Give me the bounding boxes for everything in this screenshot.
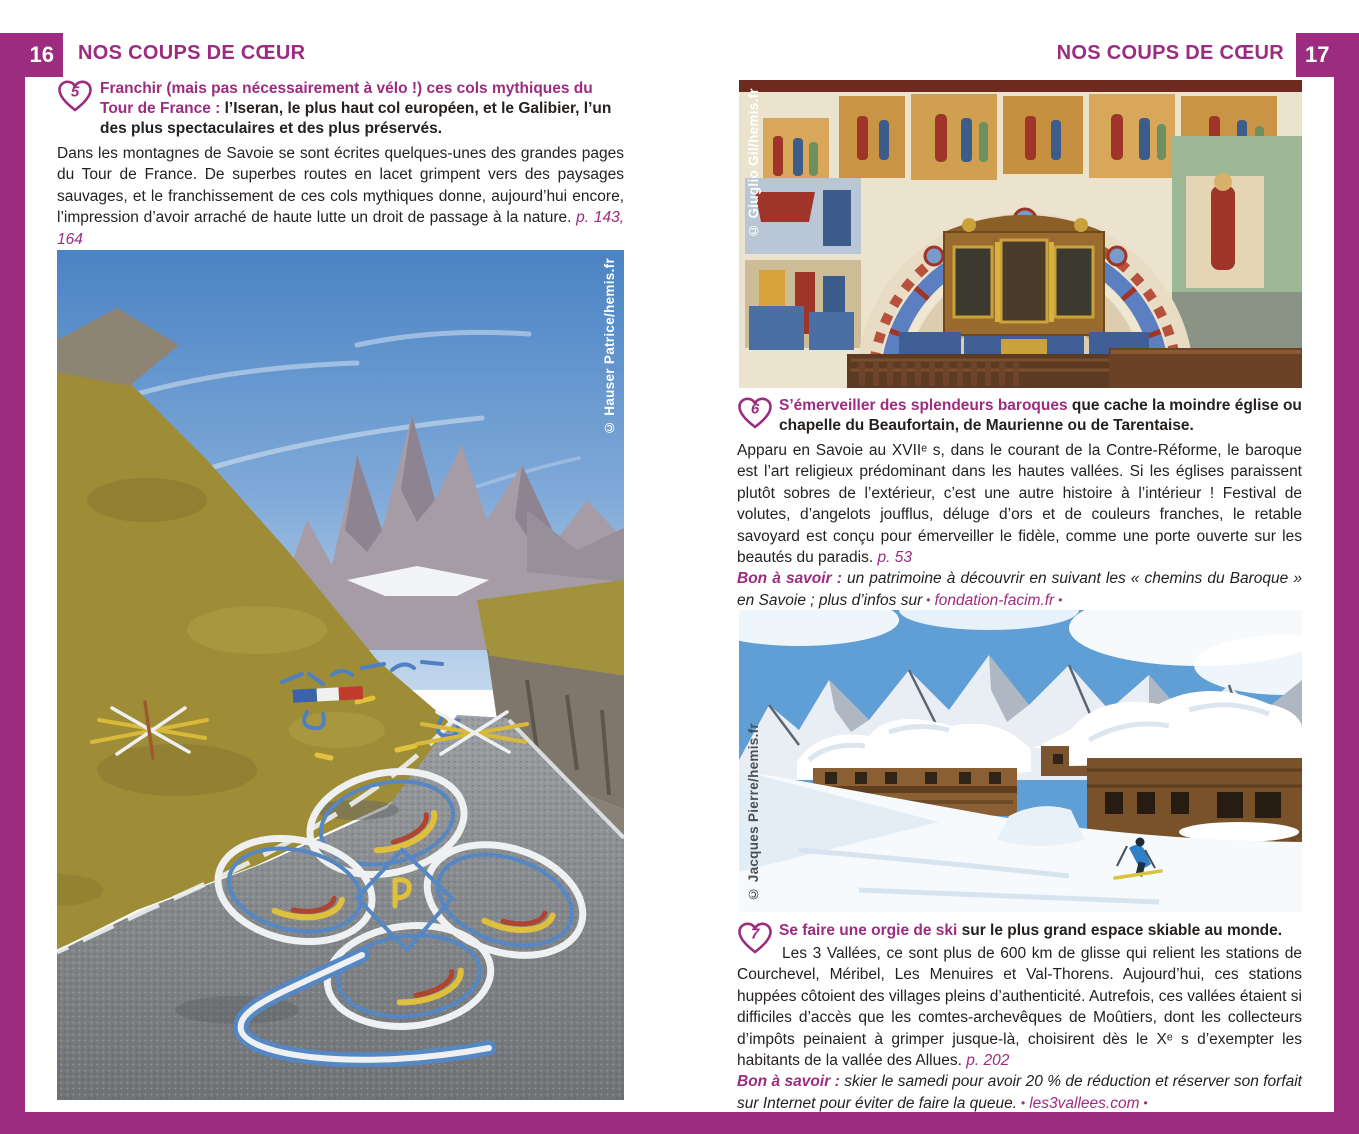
- altarpiece-painting: [1001, 240, 1047, 322]
- item6-block: [737, 396, 1302, 611]
- link-bullet: •: [926, 592, 931, 607]
- saint-figure: [1211, 186, 1235, 270]
- pews: [847, 348, 1302, 388]
- item7-page-ref: p. 202: [966, 1052, 1010, 1070]
- running-head-left: NOS COUPS DE CŒUR: [78, 42, 306, 64]
- church-photo: [739, 80, 1302, 388]
- heart-number-icon: [57, 80, 93, 114]
- heart-number: 6: [750, 400, 760, 418]
- road-photo-art: [57, 250, 624, 1100]
- right-edge-band: [1334, 33, 1359, 1112]
- ski-photo: [739, 610, 1302, 912]
- page-number-left: 16: [0, 33, 63, 77]
- item6-title: S’émerveiller des splendeurs baroques que cache la moindre église ou chapelle du Beaufortain, de Maurienne ou de Tarentaise.: [779, 397, 1302, 434]
- left-wall-frescoes: [745, 178, 861, 350]
- item5-title: Franchir (mais pas nécessairement à vélo !) ces cols mythiques du Tour de France : l’Iseran, le plus haut col européen, et le Galibier, l’un des plus spectaculaires et des plus préservés.: [100, 80, 612, 137]
- item5-body: Dans les montagnes de Savoie se sont écrites quelques-unes des grandes pages du Tour de France. De superbes routes en lacet grimpent vers des paysages sauvages, et le franchissement de ces cols mythiques donne, aujourd’hui encore, l’impression d’avoir arraché de haute lutte un droit de passage à la nature. p. 143, 164: [57, 145, 625, 248]
- left-column: [57, 79, 624, 271]
- blue-panel: [809, 312, 854, 350]
- blue-panel: [749, 306, 804, 350]
- link-bullet: •: [1021, 1095, 1026, 1110]
- item7-title: Se faire une orgie de ski sur le plus grand espace skiable au monde.: [779, 922, 1283, 939]
- photo-credit: © Hauser Patrice/hemis.fr: [602, 258, 617, 436]
- heart-number-icon: [737, 397, 773, 431]
- heart-number-icon: [737, 922, 773, 956]
- link-bullet: •: [1143, 1095, 1148, 1110]
- page-number-right: 17: [1296, 33, 1359, 77]
- heart-number: 7: [750, 925, 760, 943]
- item7-body: Les 3 Vallées, ce sont plus de 600 km de glisse qui relient les stations de Courchevel, Méribel, Les Menuires et Val-Thorens. Aujourd’hui, ces stations huppées côtoient des villages pleins d’authenticité. Autrefois, ces vallées étaient si difficiles d’accès que les comtes-archevêques de Moûtiers, dont les collecteurs d’impôts peinaient à grimper jusque-là, choisirent dès le Xᵉ s d’exempter les habitants de la vallée des Allues. p. 202: [737, 945, 1302, 1070]
- coup-de-coeur-6: [737, 396, 1302, 611]
- item5-page-ref: p. 143, 164: [57, 209, 625, 248]
- ski-photo-art: [739, 610, 1302, 912]
- item6-link[interactable]: fondation-facim.fr: [934, 591, 1055, 609]
- item7-block: [737, 921, 1302, 1114]
- church-photo-art: [739, 80, 1302, 388]
- footer-bar: [0, 1112, 1359, 1134]
- photo-credit: © Jacques Pierre/hemis.fr: [746, 723, 761, 902]
- coup-de-coeur-7: [737, 921, 1302, 1114]
- link-bullet: •: [1058, 592, 1063, 607]
- running-head-right: NOS COUPS DE CŒUR: [1056, 42, 1284, 64]
- ceiling-border: [739, 80, 1302, 92]
- road-photo: [57, 250, 624, 1100]
- right-wall-frescoes: [1172, 136, 1302, 350]
- left-edge-band: [0, 33, 25, 1112]
- item7-link[interactable]: les3vallees.com: [1029, 1094, 1140, 1112]
- item7-tip: Bon à savoir : skier le samedi pour avoir 20 % de réduction et réserver son forfait sur Internet pour éviter de faire la queue. • les3vallees.com •: [737, 1073, 1302, 1112]
- item6-body: Apparu en Savoie au XVIIᵉ s, dans le courant de la Contre-Réforme, le baroque est l’art religieux prédominant dans les hautes vallées. Si les églises paraissent plutôt sobres de l’extérieur, c’est une autre histoire à l’intérieur ! Festival de volutes, d’angelots joufflus, déluge d’ors et de couleurs franches, le retable savoyard est conçu pour émerveiller le fidèle, comme une porte ouverte sur les beautés du paradis. p. 53: [737, 442, 1302, 567]
- item6-page-ref: p. 53: [877, 549, 912, 567]
- item6-tip: Bon à savoir : un patrimoine à découvrir en suivant les « chemins du Baroque » en Savoie ; plus d’infos sur • fondation-facim.fr •: [737, 570, 1302, 609]
- coup-de-coeur-5: [57, 79, 624, 271]
- heart-number: 5: [70, 83, 80, 101]
- photo-credit: © Giuglio Gil/hemis.fr: [746, 88, 761, 238]
